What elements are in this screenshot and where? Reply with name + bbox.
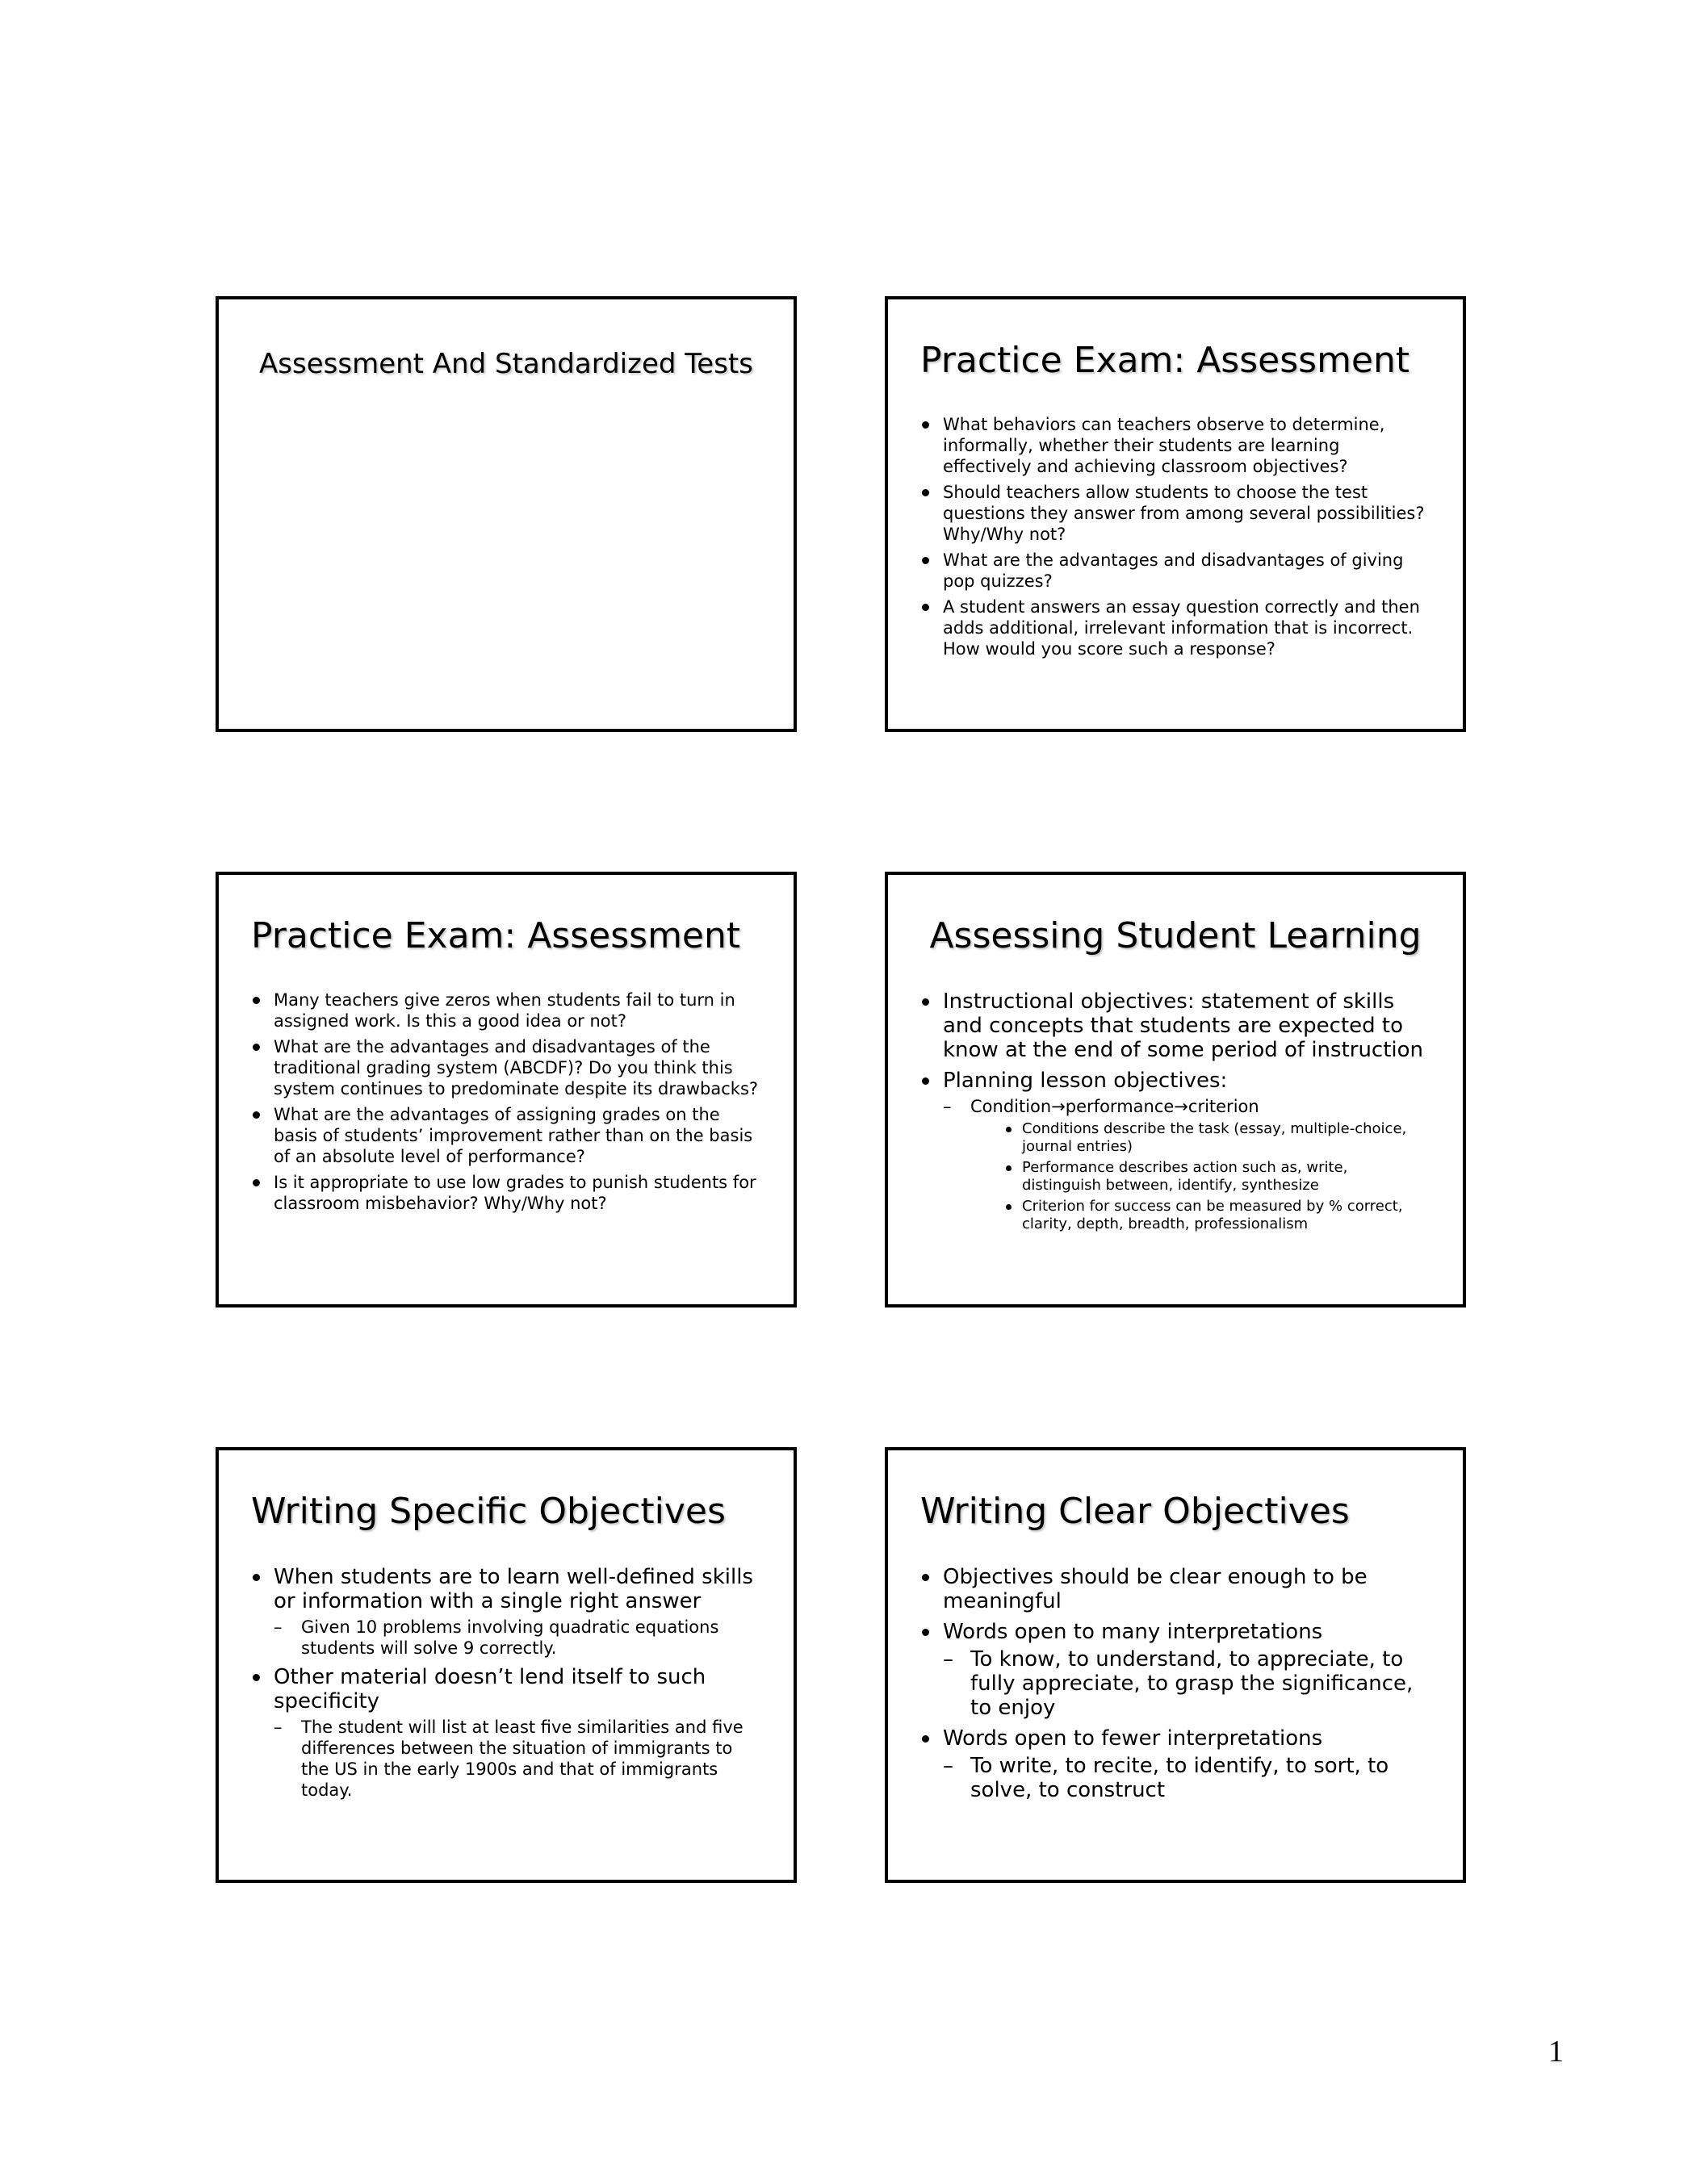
bullet-item [920, 1069, 1430, 1233]
sub-sub-bullet-item: Conditions describe the task (essay, multiple-choice, journal entries) [970, 1120, 1430, 1156]
bullet-text: Instructional objectives: statement of skills and concepts that students are expected to know at the end of some period of instruction [943, 989, 1424, 1062]
sub-bullet-item: – The student will list at least five similarities and five differences between the situation of immigrants to the US in the early 1900s and that of immigrants today. [274, 1717, 761, 1801]
sub-bullet-item: – To know, to understand, to appreciate, to fully appreciate, to grasp the significance, to enjoy [943, 1647, 1430, 1720]
bullet-item: Should teachers allow students to choose the test questions they answer from among several possibilities? Why/Why not? [920, 482, 1430, 545]
bullet-item: What behaviors can teachers observe to determine, informally, whether their students are learning effectively and achieving classroom objectives? [920, 414, 1430, 477]
bullet-item: Is it appropriate to use low grades to punish students for classroom misbehavior? Why/Why not? [251, 1172, 761, 1214]
sub-sub-bullet-item: Criterion for success can be measured by % correct, clarity, depth, breadth, professionalism [970, 1198, 1430, 1233]
bullet-text: Objectives should be clear enough to be meaningful [943, 1565, 1368, 1613]
slide-title: Assessing Student Learning [929, 915, 1422, 956]
bullet-item: Many teachers give zeros when students fail to turn in assigned work. Is this a good idea or not? [251, 989, 761, 1031]
sub-bullet-list [274, 1617, 761, 1659]
bullet-list [920, 414, 1430, 659]
bullet-item [920, 1620, 1430, 1720]
bullet-text: Words open to many interpretations [943, 1620, 1323, 1644]
bullet-item [920, 1565, 1430, 1613]
bullet-item: What are the advantages and disadvantages of the traditional grading system (ABCDF)? Do you think this system continues to predominate despite its drawbacks? [251, 1036, 761, 1099]
bullet-item [920, 989, 1430, 1062]
bullet-item: What are the advantages of assigning grades on the basis of students’ improvement rather than on the basis of an absolute level of performance? [251, 1104, 761, 1167]
bullet-item [251, 1665, 761, 1801]
bullet-item: What are the advantages and disadvantages of giving pop quizzes? [920, 550, 1430, 592]
bullet-text: When students are to learn well-defined skills or information with a single right answer [274, 1565, 753, 1613]
bullet-text: Planning lesson objectives: [943, 1069, 1228, 1093]
slide-2 [885, 296, 1466, 732]
slide-4 [885, 872, 1466, 1307]
bullet-item [251, 1565, 761, 1659]
sub-bullet-item [943, 1096, 1430, 1233]
bullet-text: Other material doesn’t lend itself to such specificity [274, 1665, 706, 1713]
slide-6 [885, 1447, 1466, 1883]
slide-title: Assessment And Standardized Tests [259, 348, 753, 380]
slide-5 [216, 1447, 797, 1883]
sub-bullet-list [274, 1717, 761, 1801]
slide-1 [216, 296, 797, 732]
sub-bullet-list [943, 1647, 1430, 1720]
bullet-text: Words open to fewer interpretations [943, 1726, 1323, 1751]
bullet-list [920, 989, 1430, 1233]
slide-title: Writing Clear Objectives [920, 1491, 1350, 1532]
slide-title: Practice Exam: Assessment [251, 915, 741, 956]
sub-sub-bullet-list [970, 1120, 1430, 1233]
sub-bullet-text: Condition→performance→criterion [970, 1097, 1259, 1116]
sub-sub-bullet-item: Performance describes action such as, write, distinguish between, identify, synthesize [970, 1159, 1430, 1195]
slide-3 [216, 872, 797, 1307]
sub-bullet-item: – Given 10 problems involving quadratic equations students will solve 9 correctly. [274, 1617, 761, 1659]
sub-bullet-list [943, 1754, 1430, 1802]
slide-title: Practice Exam: Assessment [920, 340, 1410, 381]
bullet-list [251, 989, 761, 1214]
bullet-list [251, 1565, 761, 1801]
bullet-item: A student answers an essay question correctly and then adds additional, irrelevant information that is incorrect. How would you score such a response? [920, 596, 1430, 659]
sub-bullet-item: – To write, to recite, to identify, to sort, to solve, to construct [943, 1754, 1430, 1802]
bullet-list [920, 1565, 1430, 1802]
slide-title: Writing Specific Objectives [251, 1491, 726, 1532]
sub-bullet-list [943, 1096, 1430, 1233]
bullet-item [920, 1726, 1430, 1802]
page-number: 1 [1548, 2035, 1564, 2069]
